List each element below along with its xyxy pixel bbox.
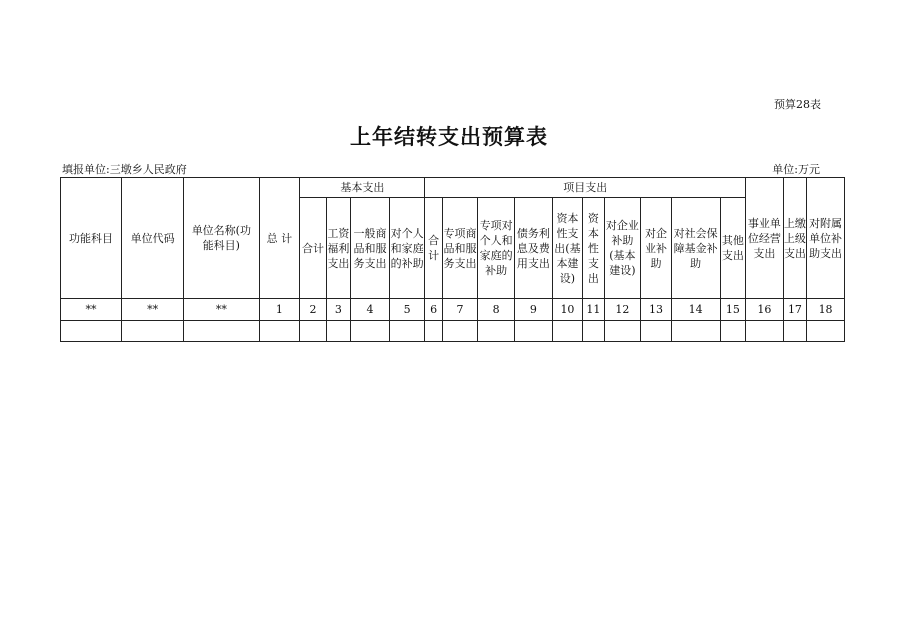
header-special-individual-subsidy: 专项对个人和家庭的补助 <box>478 198 515 299</box>
header-enterprise-subsidy: 对企业补助 <box>641 198 672 299</box>
header-capital-construction: 资本性支出(基本建设) <box>552 198 583 299</box>
empty-data-row <box>61 321 845 342</box>
index-cell: 6 <box>425 299 442 321</box>
header-basic-individual-subsidy: 对个人和家庭的补助 <box>389 198 425 299</box>
empty-cell <box>184 321 259 342</box>
empty-cell <box>720 321 745 342</box>
empty-cell <box>326 321 350 342</box>
index-cell: 9 <box>515 299 553 321</box>
header-enterprise-subsidy-construction: 对企业补助(基本建设) <box>604 198 641 299</box>
header-capital-expenditure: 资本性支出 <box>583 198 604 299</box>
index-cell: 8 <box>478 299 515 321</box>
empty-cell <box>671 321 720 342</box>
empty-cell <box>583 321 604 342</box>
header-unit-name: 单位名称(功能科目) <box>184 178 259 299</box>
index-cell: 5 <box>389 299 425 321</box>
reporting-unit: 填报单位:三墩乡人民政府 <box>62 163 187 176</box>
header-basic-subtotal: 合计 <box>300 198 326 299</box>
empty-cell <box>389 321 425 342</box>
header-remit-superior: 上缴上级支出 <box>783 178 806 299</box>
header-other-expenditure: 其他支出 <box>720 198 745 299</box>
header-unit-code: 单位代码 <box>122 178 184 299</box>
empty-cell <box>783 321 806 342</box>
header-subsidiary-subsidy: 对附属单位补助支出 <box>807 178 845 299</box>
empty-cell <box>425 321 442 342</box>
header-func-subject: 功能科目 <box>61 178 122 299</box>
header-general-goods-services: 一般商品和服务支出 <box>351 198 390 299</box>
empty-cell <box>604 321 641 342</box>
index-cell: 18 <box>807 299 845 321</box>
index-cell: 15 <box>720 299 745 321</box>
empty-cell <box>552 321 583 342</box>
form-number: 预算28表 <box>774 98 821 111</box>
header-row-1 <box>61 178 845 198</box>
index-cell: 4 <box>351 299 390 321</box>
empty-cell <box>515 321 553 342</box>
header-debt-interest: 债务利息及费用支出 <box>515 198 553 299</box>
index-cell: 14 <box>671 299 720 321</box>
index-cell: 7 <box>442 299 478 321</box>
budget-table <box>60 177 845 342</box>
header-total: 总 计 <box>259 178 300 299</box>
header-social-security-fund: 对社会保障基金补助 <box>671 198 720 299</box>
empty-cell <box>478 321 515 342</box>
empty-cell <box>300 321 326 342</box>
index-cell: 16 <box>746 299 784 321</box>
index-cell: ** <box>122 299 184 321</box>
header-project-subtotal: 合计 <box>425 198 442 299</box>
index-cell: 3 <box>326 299 350 321</box>
index-cell: 10 <box>552 299 583 321</box>
empty-cell <box>351 321 390 342</box>
header-basic-expenditure: 基本支出 <box>300 178 425 198</box>
index-cell: 11 <box>583 299 604 321</box>
empty-cell <box>641 321 672 342</box>
header-institution-operating: 事业单位经营支出 <box>746 178 784 299</box>
empty-cell <box>259 321 300 342</box>
header-wages-welfare: 工资福利支出 <box>326 198 350 299</box>
header-special-goods-services: 专项商品和服务支出 <box>442 198 478 299</box>
index-cell: 13 <box>641 299 672 321</box>
index-cell: 12 <box>604 299 641 321</box>
empty-cell <box>61 321 122 342</box>
currency-unit: 单位:万元 <box>772 163 820 176</box>
page-title: 上年结转支出预算表 <box>350 125 548 149</box>
index-cell: 2 <box>300 299 326 321</box>
index-cell: ** <box>184 299 259 321</box>
empty-cell <box>746 321 784 342</box>
header-project-expenditure: 项目支出 <box>425 178 746 198</box>
empty-cell <box>807 321 845 342</box>
index-cell: 17 <box>783 299 806 321</box>
empty-cell <box>122 321 184 342</box>
index-row <box>61 299 845 321</box>
index-cell: ** <box>61 299 122 321</box>
index-cell: 1 <box>259 299 300 321</box>
empty-cell <box>442 321 478 342</box>
